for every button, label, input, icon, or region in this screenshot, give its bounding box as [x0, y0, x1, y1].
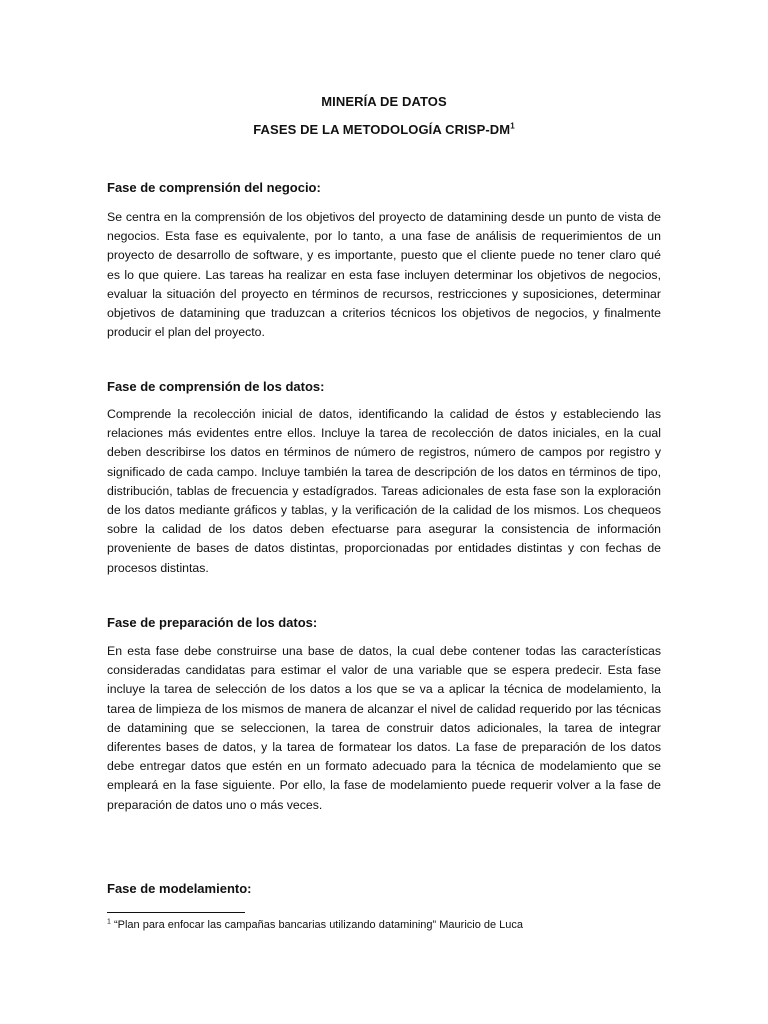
section-heading-data-understanding: Fase de comprensión de los datos:	[107, 379, 325, 394]
footnote-text: “Plan para enfocar las campañas bancarias utilizando datamining” Mauricio de Luca	[110, 919, 524, 931]
section-heading-business-understanding: Fase de comprensión del negocio:	[107, 180, 321, 195]
document-subtitle	[0, 122, 768, 138]
section-body-data-preparation: En esta fase debe construirse una base de datos, la cual debe contener todas las características consideradas candidatas para estimar el valor de una variable que se espera predecir. Esta fase incluye la tarea de selección de los datos a los que se va a aplicar la técnica de modelamiento, la tarea de limpieza de los mismos de manera de alcanzar el nivel de calidad requerido por las técnicas de datamining que se seleccionen, la tarea de construir datos adicionales, la tarea de integrar diferentes bases de datos, y la tarea de formatear los datos. La fase de preparación de los datos debe entregar datos que estén en un formato adecuado para la técnica de modelamiento que se empleará en la fase siguiente. Por ello, la fase de modelamiento puede requerir volver a la fase de preparación de datos uno o más veces.	[107, 644, 661, 812]
document-subtitle-text: FASES DE LA METODOLOGÍA CRISP-DM	[253, 122, 511, 137]
footnote-reference-mark: 1	[510, 121, 515, 131]
footnote-mark: 1	[107, 918, 111, 926]
document-title: MINERÍA DE DATOS	[321, 94, 447, 109]
footnote	[107, 918, 667, 932]
footnote-separator	[107, 912, 245, 913]
section-body-business-understanding: Se centra en la comprensión de los objetivos del proyecto de datamining desde un punto de vista de negocios. Esta fase es equivalente, por lo tanto, a una fase de análisis de requerimientos de un proyecto de desarrollo de software, y es importante, puesto que el cliente puede no tener claro qué es lo que quiere. Las tareas ha realizar en esta fase incluyen determinar los objetivos de negocios, evaluar la situación del proyecto en términos de recursos, restricciones y suposiciones, determinar objetivos de datamining que traduzcan a criterios técnicos los objetivos de negocios, y finalmente producir el plan del proyecto.	[107, 210, 661, 340]
section-body-data-understanding: Comprende la recolección inicial de datos, identificando la calidad de éstos y estableciendo las relaciones más evidentes entre ellos. Incluye la tarea de recolección de datos iniciales, en la cual deben describirse los datos en términos de número de registros, número de campos por registro y significado de cada campo. Incluye también la tarea de descripción de los datos en términos de tipo, distribución, tablas de frecuencia y estadígrados. Tareas adicionales de esta fase son la exploración de los datos mediante gráficos y tablas, y la verificación de la calidad de los mismos. Los chequeos sobre la calidad de los datos deben efectuarse para asegurar la consistencia de información proveniente de bases de datos distintas, proporcionadas por entidades distintas y con fechas de procesos distintas.	[107, 407, 661, 575]
section-heading-data-preparation: Fase de preparación de los datos:	[107, 615, 318, 630]
section-heading-modeling: Fase de modelamiento:	[107, 881, 252, 896]
